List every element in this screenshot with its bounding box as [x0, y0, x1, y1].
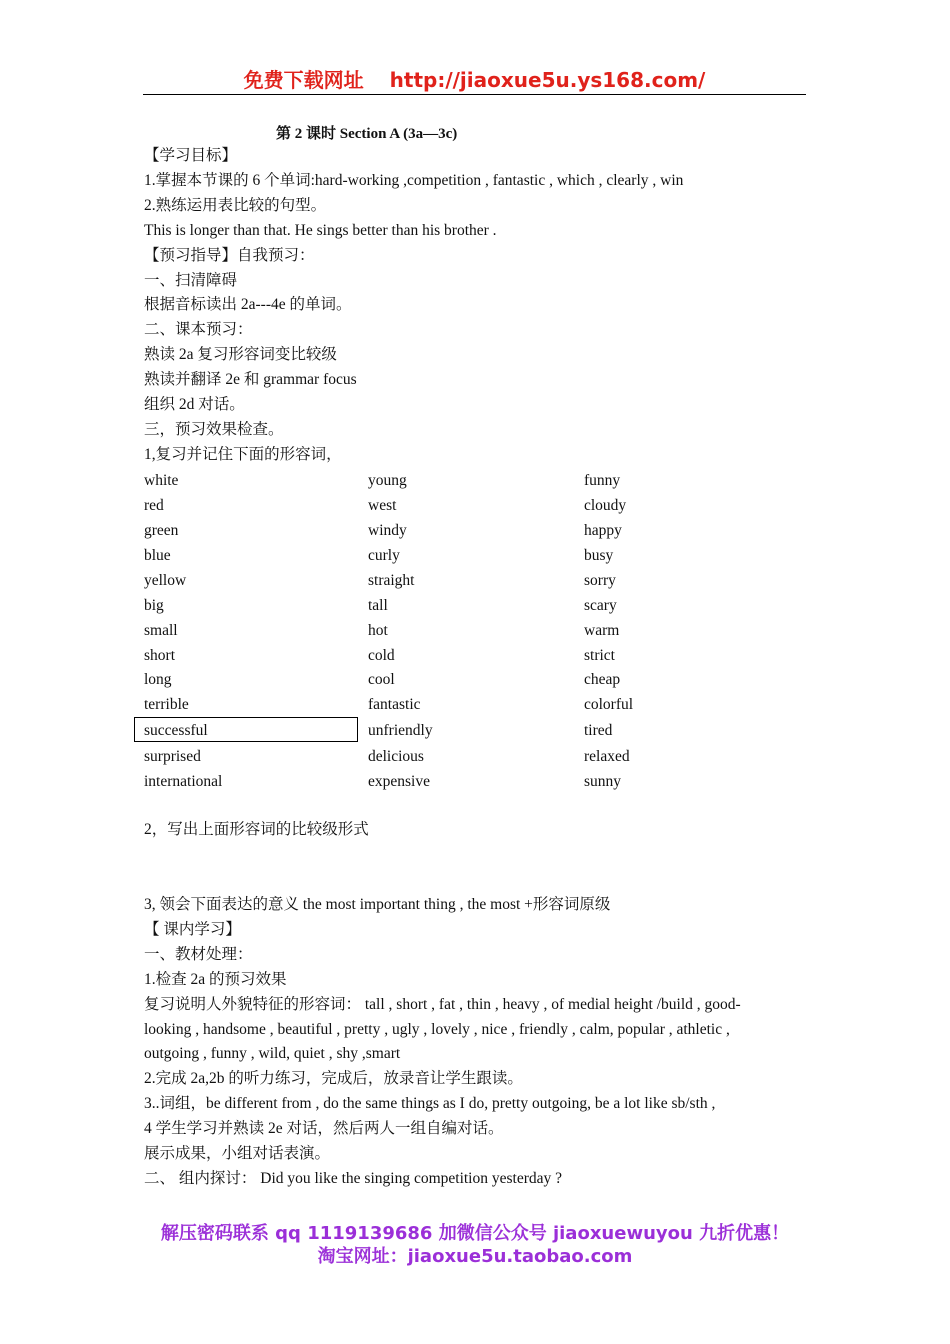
- adjective-cell: funny: [584, 472, 621, 489]
- adjective-cell: cool: [368, 671, 395, 688]
- adjective-cell: terrible: [144, 696, 189, 713]
- lesson-title: 第 2 课时 Section A (3a—3c): [276, 126, 458, 142]
- adjective-cell: sunny: [584, 773, 622, 790]
- text-line: 复习说明人外貌特征的形容词： tall , short , fat , thin , heavy , of medial height /build , good-: [144, 995, 741, 1013]
- adjective-cell: hot: [368, 622, 388, 639]
- adjective-cell: successful: [144, 722, 208, 739]
- adjective-cell: straight: [368, 572, 415, 589]
- adjective-cell: yellow: [144, 572, 187, 589]
- adjective-cell: surprised: [144, 748, 201, 765]
- adjective-cell: happy: [584, 522, 622, 539]
- text-line: 一、扫清障碍: [144, 271, 238, 289]
- adjective-cell: warm: [584, 622, 620, 639]
- adjective-cell: short: [144, 647, 175, 664]
- adjective-cell: tired: [584, 722, 613, 739]
- adjective-cell: sorry: [584, 572, 616, 589]
- adjective-cell: strict: [584, 647, 615, 664]
- text-line: 展示成果，小组对话表演。: [144, 1145, 331, 1162]
- text-line: 【预习指导】自我预习：: [144, 246, 315, 264]
- adjective-cell: windy: [368, 522, 407, 539]
- text-line: 2.完成 2a,2b 的听力练习，完成后，放录音让学生跟读。: [144, 1070, 523, 1088]
- adjective-cell: green: [144, 522, 179, 539]
- text-line: 二、 组内探讨： Did you like the singing competition yesterday ?: [144, 1169, 563, 1187]
- adjective-cell: expensive: [368, 773, 430, 790]
- text-line: 4 学生学习并熟读 2e 对话，然后两人一组自编对话。: [144, 1120, 504, 1138]
- adjective-cell: relaxed: [584, 748, 630, 765]
- text-line: 1.检查 2a 的预习效果: [144, 970, 287, 988]
- adjective-cell: west: [368, 497, 397, 514]
- adjective-cell: curly: [368, 547, 400, 564]
- adjective-cell: cheap: [584, 671, 621, 688]
- adjective-cell: tall: [368, 597, 388, 614]
- text-line: 【 课内学习】: [144, 920, 241, 938]
- header-url-link[interactable]: http://jiaoxue5u.ys168.com/: [389, 68, 706, 92]
- adjective-cell: cloudy: [584, 497, 627, 514]
- adjective-cell: colorful: [584, 696, 634, 713]
- question-2-line: 2，写出上面形容词的比较级形式: [144, 821, 369, 838]
- text-line: 3, 领会下面表达的意义 the most important thing , the most +形容词原级: [144, 896, 611, 913]
- adjective-cell: scary: [584, 597, 617, 614]
- text-line: This is longer than that. He sings better than his brother .: [144, 221, 497, 239]
- adjective-cell: small: [144, 622, 178, 639]
- adjective-cell: red: [144, 497, 164, 514]
- adjective-cell: cold: [368, 647, 395, 664]
- adjective-cell: busy: [584, 547, 614, 564]
- adjective-cell: long: [144, 671, 172, 688]
- text-line: 2.熟练运用表比较的句型。: [144, 196, 327, 214]
- text-line: 3..词组，be different from , do the same things as I do, pretty outgoing, be a lot like sb/sth ,: [144, 1095, 716, 1113]
- text-line: 一、教材处理：: [144, 945, 253, 963]
- page-header: [143, 64, 806, 95]
- text-line: outgoing , funny , wild, quiet , shy ,smart: [144, 1045, 401, 1063]
- footer-taobao-link[interactable]: 淘宝网址：jiaoxue5u.taobao.com: [317, 1246, 633, 1267]
- text-line: 1,复习并记住下面的形容词，: [144, 445, 342, 463]
- text-line: 【学习目标】: [144, 147, 238, 164]
- adjective-cell: delicious: [368, 748, 424, 765]
- header-label: 免费下载网址: [243, 68, 364, 92]
- adjective-cell: big: [144, 597, 164, 614]
- adjective-cell: blue: [144, 547, 171, 564]
- text-line: 根据音标读出 2a---4e 的单词。: [144, 296, 352, 314]
- text-line: 二、课本预习：: [144, 321, 253, 339]
- adjective-cell: young: [368, 472, 407, 489]
- adjective-cell: international: [144, 773, 223, 790]
- adjective-cell: white: [144, 472, 179, 489]
- text-line: 1.掌握本节课的 6 个单词:hard-working ,competition , fantastic , which , clearly , win: [144, 171, 684, 189]
- footer-contact: 解压密码联系 qq 1119139686 加微信公众号 jiaoxuewuyou 九折优惠！: [160, 1223, 790, 1244]
- adjective-cell: fantastic: [368, 696, 421, 713]
- text-line: 熟读 2a 复习形容词变比较级: [144, 346, 337, 364]
- text-line: 组织 2d 对话。: [144, 396, 245, 413]
- adjective-cell: unfriendly: [368, 722, 433, 739]
- text-line: looking , handsome , beautiful , pretty , ugly , lovely , nice , friendly , calm, popular , athletic ,: [144, 1020, 730, 1038]
- text-line: 三，预习效果检查。: [144, 420, 284, 438]
- text-line: 熟读并翻译 2e 和 grammar focus: [144, 371, 357, 389]
